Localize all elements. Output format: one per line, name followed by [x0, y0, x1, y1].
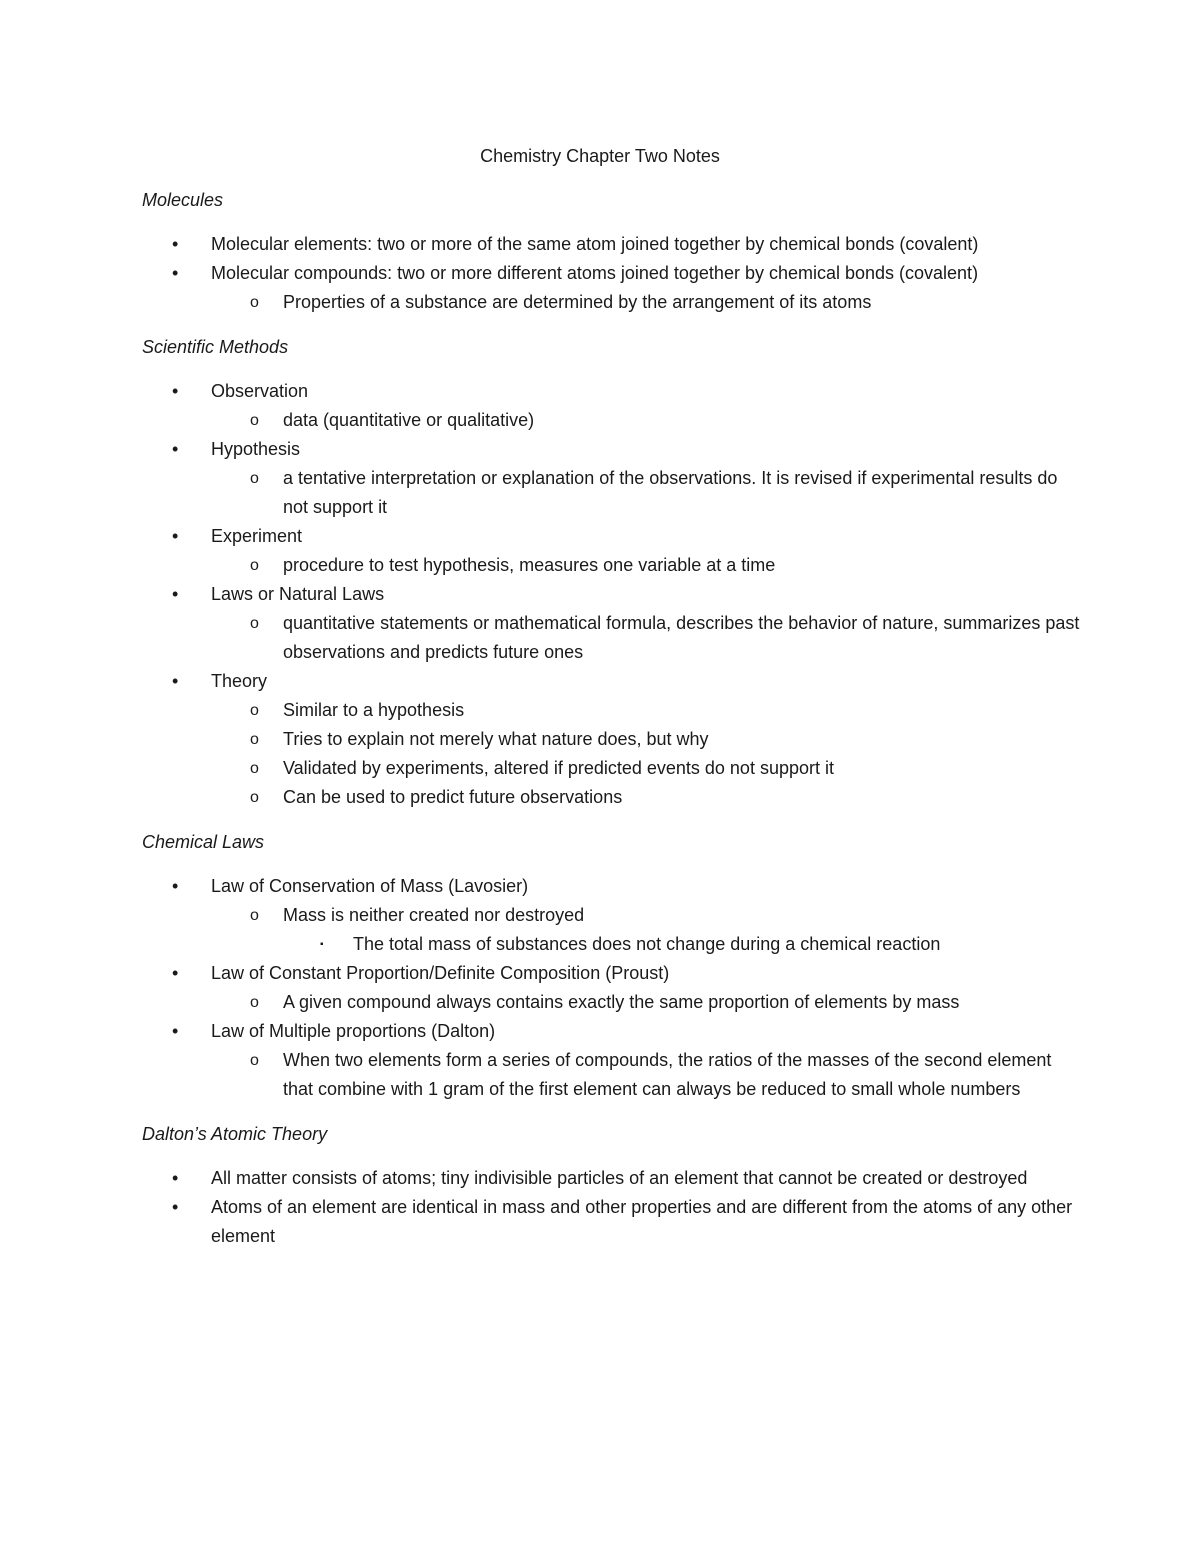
bullet-list [142, 377, 1082, 812]
list-item-text: Can be used to predict future observations [283, 787, 623, 807]
list-item-text: Laws or Natural Laws [211, 584, 385, 604]
bullet-marker-icon: • [172, 1021, 179, 1041]
list-item [142, 406, 1082, 435]
list-item [142, 1046, 1082, 1104]
list-item [142, 872, 1082, 901]
bullet-marker-icon: • [172, 1197, 179, 1217]
list-item [142, 901, 1082, 930]
bullet-marker-icon: • [172, 584, 179, 604]
circle-marker-icon: o [250, 412, 259, 429]
list-item-text: Mass is neither created nor destroyed [283, 905, 585, 925]
list-item-text: The total mass of substances does not change during a chemical reaction [353, 934, 941, 954]
square-marker-icon: ▪ [320, 939, 324, 950]
list-item-text: Molecular elements: two or more of the same atom joined together by chemical bonds (covalent) [211, 234, 979, 254]
list-item-text: data (quantitative or qualitative) [283, 410, 535, 430]
bullet-marker-icon: • [172, 263, 179, 283]
list-item [142, 230, 1082, 259]
bullet-marker-icon: • [172, 439, 179, 459]
list-item [142, 725, 1082, 754]
circle-marker-icon: o [250, 731, 259, 748]
circle-marker-icon: o [250, 294, 259, 311]
list-item [142, 930, 1082, 959]
document-body [142, 186, 1082, 1267]
section-heading: Dalton’s Atomic Theory [142, 1124, 328, 1144]
section [142, 333, 1082, 812]
list-item [142, 959, 1082, 988]
circle-marker-icon: o [250, 789, 259, 806]
list-item [142, 1164, 1082, 1193]
document-title: Chemistry Chapter Two Notes [480, 146, 720, 166]
list-item-text: Experiment [211, 526, 303, 546]
list-item [142, 377, 1082, 406]
list-item-text: Similar to a hypothesis [283, 700, 465, 720]
section-heading: Scientific Methods [142, 337, 289, 357]
bullet-marker-icon: • [172, 876, 179, 896]
bullet-marker-icon: • [172, 234, 179, 254]
list-item-text: Validated by experiments, altered if predicted events do not support it [283, 758, 834, 778]
list-item [142, 580, 1082, 609]
list-item [142, 288, 1082, 317]
list-item-text: Law of Constant Proportion/Definite Composition (Proust) [211, 963, 670, 983]
circle-marker-icon: o [250, 760, 259, 777]
list-item [142, 522, 1082, 551]
list-item-text: All matter consists of atoms; tiny indivisible particles of an element that cannot be created or destroyed [211, 1168, 1028, 1188]
bullet-list [142, 872, 1082, 1104]
list-item-text: Atoms of an element are identical in mass and other properties and are different from the atoms of any other element [211, 1197, 1073, 1246]
list-item [142, 435, 1082, 464]
bullet-marker-icon: • [172, 526, 179, 546]
list-item-text: Law of Multiple proportions (Dalton) [211, 1021, 496, 1041]
bullet-list [142, 230, 1082, 317]
list-item [142, 754, 1082, 783]
circle-marker-icon: o [250, 994, 259, 1011]
section-heading: Chemical Laws [142, 832, 265, 852]
circle-marker-icon: o [250, 615, 259, 632]
circle-marker-icon: o [250, 1052, 259, 1069]
section-heading: Molecules [142, 190, 224, 210]
list-item [142, 667, 1082, 696]
list-item-text: Hypothesis [211, 439, 301, 459]
list-item-text: Law of Conservation of Mass (Lavosier) [211, 876, 529, 896]
list-item [142, 1193, 1082, 1251]
list-item-text: a tentative interpretation or explanation of the observations. It is revised if experimental results do not support it [283, 468, 1058, 517]
bullet-marker-icon: • [172, 1168, 179, 1188]
list-item [142, 609, 1082, 667]
section [142, 1120, 1082, 1251]
bullet-marker-icon: • [172, 381, 179, 401]
list-item [142, 464, 1082, 522]
list-item-text: Observation [211, 381, 309, 401]
list-item [142, 1017, 1082, 1046]
bullet-list [142, 1164, 1082, 1251]
list-item-text: quantitative statements or mathematical formula, describes the behavior of nature, summarizes past observations and predicts future ones [283, 613, 1080, 662]
list-item [142, 988, 1082, 1017]
list-item-text: When two elements form a series of compounds, the ratios of the masses of the second element that combine with 1 gram of the first element can always be reduced to small whole numbers [283, 1050, 1052, 1099]
list-item-text: procedure to test hypothesis, measures one variable at a time [283, 555, 776, 575]
list-item [142, 783, 1082, 812]
circle-marker-icon: o [250, 470, 259, 487]
section [142, 828, 1082, 1104]
circle-marker-icon: o [250, 702, 259, 719]
list-item [142, 259, 1082, 288]
list-item-text: Theory [211, 671, 268, 691]
list-item [142, 696, 1082, 725]
bullet-marker-icon: • [172, 963, 179, 983]
list-item [142, 551, 1082, 580]
list-item-text: Properties of a substance are determined by the arrangement of its atoms [283, 292, 872, 312]
circle-marker-icon: o [250, 557, 259, 574]
list-item-text: Molecular compounds: two or more different atoms joined together by chemical bonds (covalent) [211, 263, 979, 283]
circle-marker-icon: o [250, 907, 259, 924]
section [142, 186, 1082, 317]
list-item-text: A given compound always contains exactly the same proportion of elements by mass [283, 992, 960, 1012]
list-item-text: Tries to explain not merely what nature does, but why [283, 729, 709, 749]
bullet-marker-icon: • [172, 671, 179, 691]
